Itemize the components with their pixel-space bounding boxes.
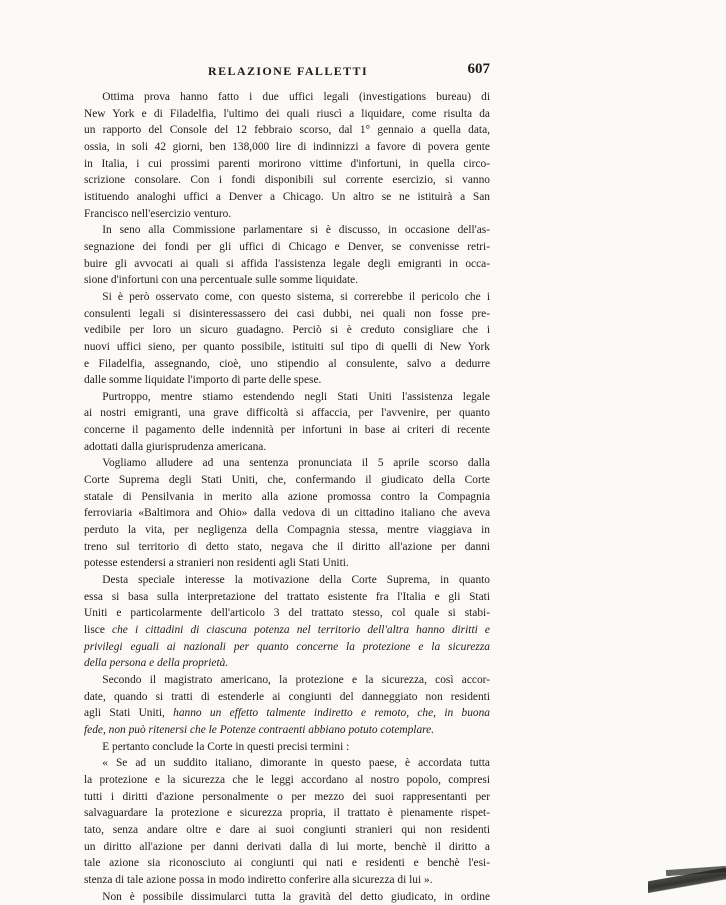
- text-line: Ottima prova hanno fatto i due uffici legali (investigations bureau) di: [84, 89, 490, 106]
- text-line: Vogliamo alludere ad una sentenza pronunciata il 5 aprile scorso dalla: [84, 455, 490, 472]
- text-line: statale di Pensilvania in merito alla azione promossa contro la Compagnia: [84, 489, 490, 506]
- text-line: Uniti e particolarmente dell'articolo 3 del trattato stesso, col quale si stabi-: [84, 605, 490, 622]
- text-line: Si è però osservato come, con questo sistema, si correrebbe il pericolo che i: [84, 289, 490, 306]
- text-line: fede, non può ritenersi che le Potenze contraenti abbiano potuto cotemplare.: [84, 722, 490, 739]
- text-line: scrizione consolare. Con i fondi disponibili sul corrente esercizio, si vanno: [84, 172, 490, 189]
- text-line: dalle somme liquidate l'importo di parte delle spese.: [84, 372, 490, 389]
- text-line: segnazione dei fondi per gli uffici di Chicago e Denver, se convenisse retri-: [84, 239, 490, 256]
- text-line: salvaguardare la protezione e sicurezza propria, il trattato è pienamente rispet-: [84, 805, 490, 822]
- text-line: New York e di Filadelfia, l'ultimo dei quali riuscì a liquidare, come risulta da: [84, 106, 490, 123]
- text-line: nuovi uffici sieno, per quanto possibile, istituiti sul tipo di quelli di New York: [84, 339, 490, 356]
- text-line: sione d'infortuni con una percentuale sulle somme liquidate.: [84, 272, 490, 289]
- text-line: tutti i diritti d'azione personalmente o per mezzo dei suoi rappresentanti per: [84, 789, 490, 806]
- text-line: Purtroppo, mentre stiamo estendendo negli Stati Uniti l'assistenza legale: [84, 389, 490, 406]
- text-line: lisce che i cittadini di ciascuna potenza nel territorio dell'altra hanno diritti e: [84, 622, 490, 639]
- text-line: ossia, in soli 42 giorni, ben 138,000 lire di indinnizzi a favore di povera gente: [84, 139, 490, 156]
- text-line: tato, senza andare oltre e dare ai suoi congiunti stranieri qui non residenti: [84, 822, 490, 839]
- text-line: Secondo il magistrato americano, la protezione e la sicurezza, così accor-: [84, 672, 490, 689]
- text-line: perduto la vita, per negligenza della Compagnia stessa, mentre viaggiava in: [84, 522, 490, 539]
- text-line: privilegi eguali ai nazionali per quanto concerne la protezione e la sicurezza: [84, 639, 490, 656]
- text-line: un rapporto del Console del 12 febbraio scorso, dal 1° gennaio a quella data,: [84, 122, 490, 139]
- text-line: essa si basa sulla interpretazione del trattato esistente fra l'Italia e gli Stati: [84, 589, 490, 606]
- text-line: In seno alla Commissione parlamentare si è discusso, in occasione dell'as-: [84, 222, 490, 239]
- text-line: la protezione e la sicurezza che le leggi accordano al nostro popolo, compresi: [84, 772, 490, 789]
- text-line: stenza di tale azione possa in modo indiretto conferire alla sicurezza di lui ».: [84, 872, 490, 889]
- text-line: treno sul territorio di detto stato, negava che il diritto all'azione per danni: [84, 539, 490, 556]
- text-line: Non è possibile dissimularci tutta la gravità del detto giudicato, in ordine: [84, 889, 490, 905]
- body-text: [84, 89, 490, 905]
- text-line: in Italia, i cui prossimi parenti morirono vittime d'infortuni, in quella circo-: [84, 156, 490, 173]
- text-line: potesse estendersi a stranieri non residenti agli Stati Uniti.: [84, 555, 490, 572]
- text-line: ferroviaria «Baltimora and Ohio» dalla vedova di un cittadino italiano che aveva: [84, 505, 490, 522]
- text-line: Desta speciale interesse la motivazione della Corte Suprema, in quanto: [84, 572, 490, 589]
- text-line: Corte Suprema degli Stati Uniti, che, confermando il giudicato della Corte: [84, 472, 490, 489]
- text-line: buire gli avvocati ai quali si affida l'assistenza legale degli emigranti in occa-: [84, 256, 490, 273]
- text-line: « Se ad un suddito italiano, dimorante in questo paese, è accordata tutta: [84, 755, 490, 772]
- text-line: un diritto all'azione per danni derivati dalla di lui morte, benchè il diritto a: [84, 839, 490, 856]
- running-title: RELAZIONE FALLETTI: [208, 64, 368, 79]
- page-header: [84, 64, 490, 80]
- text-line: tale azione sia riconosciuto ai congiunti qui nati e residenti e benchè l'esi-: [84, 855, 490, 872]
- page-number: 607: [468, 61, 491, 78]
- text-line: agli Stati Uniti, hanno un effetto talmente indiretto e remoto, che, in buona: [84, 705, 490, 722]
- text-line: della persona e della proprietà.: [84, 655, 490, 672]
- text-line: istituendo analoghi uffici a Denver a Chicago. Un altro se ne istituirà a San: [84, 189, 490, 206]
- text-line: consulenti legali si disinteressassero dei casi dubbi, nei quali non fosse pre-: [84, 306, 490, 323]
- text-line: e Filadelfia, assegnando, cioè, uno stipendio al consulente, salvo a dedurre: [84, 356, 490, 373]
- text-line: concerne il pagamento delle indennità per infortuni in base ai criteri di recente: [84, 422, 490, 439]
- text-line: E pertanto conclude la Corte in questi precisi termini :: [84, 739, 490, 756]
- text-line: vedibile per loro un sicuro guadagno. Perciò si è creduto consigliare che i: [84, 322, 490, 339]
- text-line: date, quando si tratti di estenderle ai congiunti del danneggiato non residenti: [84, 689, 490, 706]
- text-line: adottati dalla giurisprudenza americana.: [84, 439, 490, 456]
- text-line: ai nostri emigranti, una grave difficoltà si affaccia, per l'avvenire, per quanto: [84, 405, 490, 422]
- text-line: Francisco nell'esercizio venturo.: [84, 206, 490, 223]
